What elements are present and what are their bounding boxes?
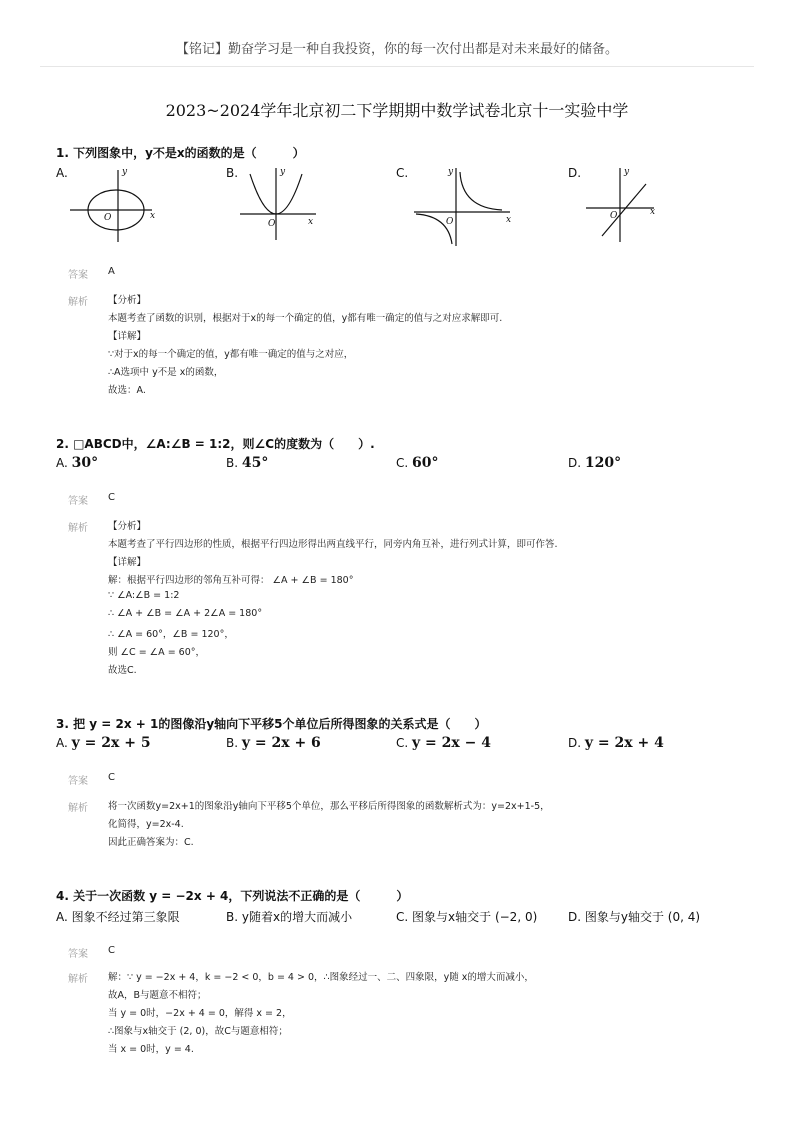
- q1-analysis-line: 【详解】: [108, 331, 147, 342]
- x-label: x: [506, 215, 512, 225]
- q3-analysis-line: 化简得，y=2x-4.: [108, 819, 184, 830]
- q1-analysis-line: 本题考查了函数的识别，根据对于x的每一个确定的值，y都有唯一确定的值与之对应求解即可.: [108, 313, 503, 324]
- x-label: x: [650, 207, 656, 217]
- q4-option-b-letter: B.: [226, 910, 239, 924]
- q2-analysis-line: 本题考查了平行四边形的性质，根据平行四边形得出两直线平行，同旁内角互补，进行列式计算，即可作答.: [108, 539, 558, 550]
- q4-analysis-line: ∴图象与x轴交于 (2, 0)，故C与题意相符；: [108, 1026, 288, 1037]
- q3-analysis-tag: 解析: [68, 803, 88, 814]
- q2-analysis-line: ∵ ∠A:∠B = 1:2: [108, 590, 180, 601]
- origin-label: O: [610, 211, 618, 221]
- x-label: x: [308, 217, 314, 227]
- q4-analysis-line: 当 x = 0时，y = 4.: [108, 1044, 194, 1055]
- q1-option-c-label: C.: [396, 166, 409, 180]
- origin-label: O: [268, 219, 276, 229]
- q2-answer-value: C: [108, 492, 115, 503]
- page-title: 2023~2024学年北京初二下学期期中数学试卷北京十一实验中学: [165, 101, 629, 120]
- header-divider: [40, 66, 754, 67]
- q2-analysis-line: 解：根据平行四边形的邻角互补可得： ∠A + ∠B = 180°: [108, 575, 354, 586]
- origin-label: O: [446, 217, 454, 227]
- q2-analysis-line: ∴ ∠A + ∠B = ∠A + 2∠A = 180°: [108, 608, 263, 619]
- q2-option-b-letter: B.: [226, 456, 239, 470]
- q2-option-d-text: 120°: [584, 455, 622, 471]
- y-label: y: [624, 167, 630, 177]
- q4-analysis-tag: 解析: [68, 974, 88, 985]
- q3-option-a: [56, 735, 151, 751]
- q1-analysis-line: 【分析】: [108, 295, 147, 306]
- q2-option-b-text: 45°: [241, 455, 269, 471]
- q2-option-a-text: 30°: [71, 455, 99, 471]
- q1-answer-tag: 答案: [68, 270, 88, 281]
- q3-option-d-letter: D.: [568, 736, 582, 750]
- q3-option-c-text: y = 2x − 4: [412, 735, 491, 751]
- y-label: y: [448, 167, 454, 177]
- graph-d-line: [584, 164, 674, 244]
- q4-option-d-text: 图象与y轴交于 (0, 4): [584, 910, 701, 924]
- x-label: x: [150, 211, 156, 221]
- linear-function-line: [602, 184, 646, 236]
- q1-option-a-label: A.: [56, 166, 68, 180]
- question-4-stem: 4. 关于一次函数 y = −2x + 4，下列说法不正确的是（ ）: [56, 889, 409, 903]
- q3-option-c: [396, 735, 491, 751]
- q2-analysis-line: 【详解】: [108, 557, 147, 568]
- q1-option-d-label: D.: [568, 166, 582, 180]
- q3-option-a-letter: A.: [56, 736, 68, 750]
- q3-option-c-letter: C.: [396, 736, 409, 750]
- q2-option-a: [56, 455, 98, 471]
- q4-option-a-letter: A.: [56, 910, 68, 924]
- q3-option-b-text: y = 2x + 6: [241, 735, 321, 751]
- question-2-stem: 2. □ABCD中，∠A:∠B = 1:2，则∠C的度数为（ ）.: [56, 437, 375, 451]
- q4-option-a: [56, 908, 180, 925]
- origin-label: O: [104, 213, 112, 223]
- q3-option-b: [226, 735, 321, 751]
- graph-b-parabola: [236, 164, 326, 244]
- q2-analysis-line: 【分析】: [108, 521, 147, 532]
- q1-option-b-label: B.: [226, 166, 239, 180]
- q4-option-b: [226, 908, 352, 925]
- motto-banner: 【铭记】勤奋学习是一种自我投资，你的每一次付出都是对未来最好的储备。: [175, 42, 618, 57]
- q3-option-b-letter: B.: [226, 736, 239, 750]
- q1-analysis-line: 故选：A.: [108, 385, 146, 396]
- q4-option-d-letter: D.: [568, 910, 582, 924]
- question-1-stem: 1. 下列图象中，y不是x的函数的是（ ）: [56, 146, 305, 160]
- y-label: y: [280, 167, 286, 177]
- q3-answer-tag: 答案: [68, 776, 88, 787]
- y-label: y: [122, 167, 128, 177]
- q4-analysis-line: 故A，B与题意不相符；: [108, 990, 207, 1001]
- q1-analysis-line: ∴A选项中 y不是 x的函数，: [108, 367, 224, 378]
- q2-option-d-letter: D.: [568, 456, 582, 470]
- q3-option-a-text: y = 2x + 5: [71, 735, 151, 751]
- q3-analysis-line: 将一次函数y=2x+1的图象沿y轴向下平移5个单位，那么平移后所得图象的函数解析式为：y=2x+1-5，: [108, 801, 550, 812]
- q3-option-d-text: y = 2x + 4: [584, 735, 664, 751]
- graph-c-hyperbola: [410, 164, 520, 250]
- q2-option-d: [568, 455, 621, 471]
- q2-analysis-line: ∴ ∠A = 60°，∠B = 120°，: [108, 629, 234, 640]
- question-3-stem: 3. 把 y = 2x + 1的图像沿y轴向下平移5个单位后所得图象的关系式是（ ）: [56, 717, 487, 731]
- q2-analysis-tag: 解析: [68, 523, 88, 534]
- q2-answer-tag: 答案: [68, 496, 88, 507]
- q4-analysis-line: 当 y = 0时，−2x + 4 = 0，解得 x = 2，: [108, 1008, 292, 1019]
- q4-option-c-text: 图象与x轴交于 (−2, 0): [412, 910, 538, 924]
- q1-answer-value: A: [108, 266, 115, 277]
- q4-option-d: [568, 908, 700, 925]
- q4-analysis-line: 解：∵ y = −2x + 4，k = −2 < 0，b = 4 > 0，∴图象经过一、二、四象限，y随 x的增大而减小，: [108, 972, 534, 983]
- q2-analysis-line: 故选C.: [108, 665, 137, 676]
- q4-option-c-letter: C.: [396, 910, 409, 924]
- q2-option-b: [226, 455, 268, 471]
- q2-analysis-line: 则 ∠C = ∠A = 60°，: [108, 647, 206, 658]
- q3-answer-value: C: [108, 772, 115, 783]
- q4-option-b-text: y随着x的增大而减小: [241, 910, 353, 924]
- q4-answer-tag: 答案: [68, 949, 88, 960]
- q2-option-c-letter: C.: [396, 456, 409, 470]
- q4-option-a-text: 图象不经过第三象限: [71, 910, 180, 924]
- hyperbola-branch-1: [460, 172, 502, 210]
- q2-option-a-letter: A.: [56, 456, 68, 470]
- q1-analysis-line: ∵对于x的每一个确定的值，y都有唯一确定的值与之对应，: [108, 349, 354, 360]
- q2-option-c: [396, 455, 439, 471]
- q1-analysis-tag: 解析: [68, 297, 88, 308]
- q3-option-d: [568, 735, 664, 751]
- q3-analysis-line: 因此正确答案为：C.: [108, 837, 194, 848]
- graph-a-ellipse: [66, 164, 166, 248]
- q4-option-c: [396, 908, 537, 925]
- q2-option-c-text: 60°: [412, 455, 439, 471]
- q4-answer-value: C: [108, 945, 115, 956]
